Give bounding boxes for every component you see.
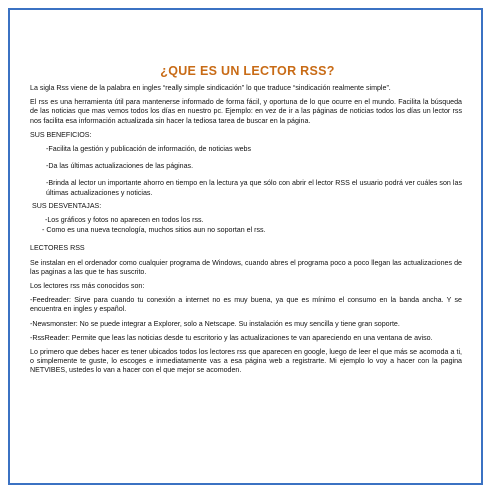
readers-known-label: Los lectores rss más conocidos son: [30, 282, 145, 291]
disadvantage-item: - Como es una nueva tecnología, muchos sitios aun no soportan el rss. [42, 226, 266, 235]
intro-paragraph-2: El rss es una herramienta útil para mantenerse informado de forma fácil, y oportuna de lo que ocurre en el mundo. Facilita la búsqueda de las noticias que mas vemos todos los días en nuestro pc. Ejemplo: en vez de ir a las páginas de noticias todos los días un lector rss nos facilita esa información actualizada sin hacer la tediosa tarea de buscar en la página. [30, 98, 462, 125]
document-body [30, 84, 462, 376]
benefit-item: -Brinda al lector un importante ahorro en tiempo en la lectura ya que sólo con abrir el lector RSS el usuario podrá ver cuáles son las últimas actualizaciones y noticias. [46, 179, 462, 197]
disadvantage-item: -Los gráficos y fotos no aparecen en todos los rss. [45, 216, 204, 225]
benefit-item: -Da las últimas actualizaciones de las páginas. [46, 162, 194, 171]
reader-item: -Newsmonster: No se puede integrar a Explorer, solo a Netscape. Su instalación es muy sencilla y tiene gran soporte. [30, 319, 400, 328]
closing-paragraph: Lo primero que debes hacer es tener ubicados todos los lectores rss que aparecen en google, luego de leer el que más se acomoda a ti, o simplemente te guste, lo escoges e inmediatamente vas a esa página web a registrarte. Mi ejemplo lo voy a hacer con la pagina NETVIBES, ustedes lo van a hacer con el que mejor se acomoden. [30, 348, 462, 375]
disadvantages-list [30, 216, 462, 235]
disadvantages-heading: SUS DESVENTAJAS: [32, 201, 102, 210]
readers-intro: Se instalan en el ordenador como cualquier programa de Windows, cuando abres el programa poco a poco llegan las actualizaciones de las paginas a las que te has suscrito. [30, 258, 462, 276]
benefits-list [30, 145, 462, 198]
reader-item: -Feedreader: Sirve para cuando tu conexión a internet no es muy buena, ya que es mínimo el consumo en la banda ancha. Y se encuentra en ingles y español. [30, 296, 462, 314]
benefits-heading: SUS BENEFICIOS: [30, 130, 92, 139]
readers-heading: LECTORES RSS [30, 244, 85, 253]
page-title: ¿QUE ES UN LECTOR RSS? [160, 64, 335, 78]
reader-item: -RssReader: Permite que leas las noticias desde tu escritorio y las actualizaciones te van apareciendo en una ventana de aviso. [30, 333, 433, 342]
intro-paragraph-1: La sigla Rss viene de la palabra en ingles “really simple sindicación” lo que traduce “sindicación realmente simple”. [30, 84, 391, 92]
benefit-item: -Facilita la gestión y publicación de información, de noticias webs [46, 145, 252, 154]
